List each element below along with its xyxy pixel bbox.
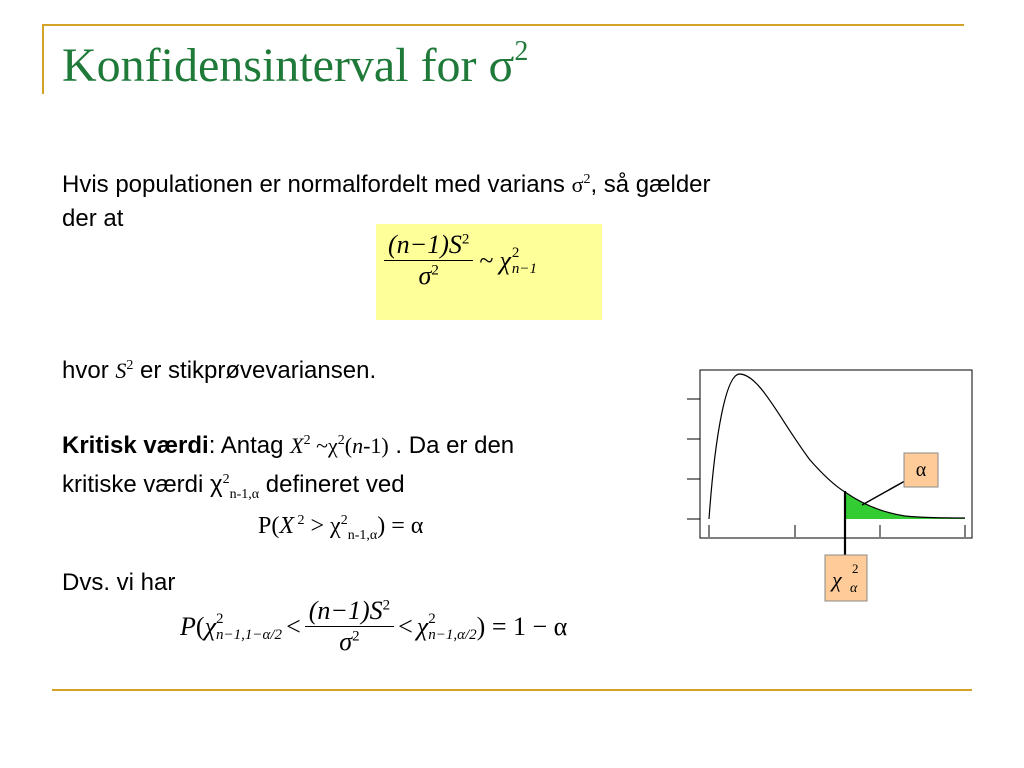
formula-distribution-box: $\frac{(n-1)S^2}{\sigma^2}$ ~ χ 2 n−1 <box>376 224 602 320</box>
intro-line-1: Hvis populationen er normalfordelt med varians $\sigma^2$, så gælder <box>62 171 711 198</box>
confidence-interval-formula: P ( χ 2 n−1,1−α/2 < $\frac{(n-1)S^2}{\sigma^2}$ < χ 2 n−1,α/2 ) = 1 − α <box>180 596 568 656</box>
bottom-rule <box>52 689 972 691</box>
chi-symbol: χ <box>499 245 511 275</box>
y-axis-ticks <box>687 399 700 519</box>
formula-fraction: $\frac{(n-1)S^2}{\sigma^2}$ <box>384 230 473 291</box>
critical-value-text <box>62 424 514 512</box>
critical-probability-formula: P(X $^2 > \chi^2_{n-1,\alpha}) = \alpha$ <box>258 513 424 543</box>
top-rule <box>42 24 964 26</box>
slide-title: Konfidensinterval for $\sigma^2$ <box>62 36 529 92</box>
alpha-label: α <box>915 459 927 481</box>
critical-value-sub: α <box>850 581 858 596</box>
left-rule <box>42 24 44 94</box>
critical-line-1: Kritisk værdi: Antag $X^2$ $\sim\chi^2(n-1)$ . Da er den <box>62 432 515 459</box>
formula2-fraction: $\frac{(n-1)S^2}{\sigma^2}$ <box>305 596 394 657</box>
dvs-text: Dvs. vi har <box>62 569 176 596</box>
intro-line-2: der at <box>62 205 124 232</box>
critical-value-chi: χ <box>832 567 842 592</box>
chi-square-density-figure <box>680 365 980 605</box>
critical-value-sup: 2 <box>852 561 859 576</box>
critical-line-2: kritiske værdi $\chi^2_{n-1,\alpha}$ defineret ved <box>62 471 405 502</box>
where-text: hvor $S^2$ er stikprøvevariansen. <box>62 357 377 384</box>
